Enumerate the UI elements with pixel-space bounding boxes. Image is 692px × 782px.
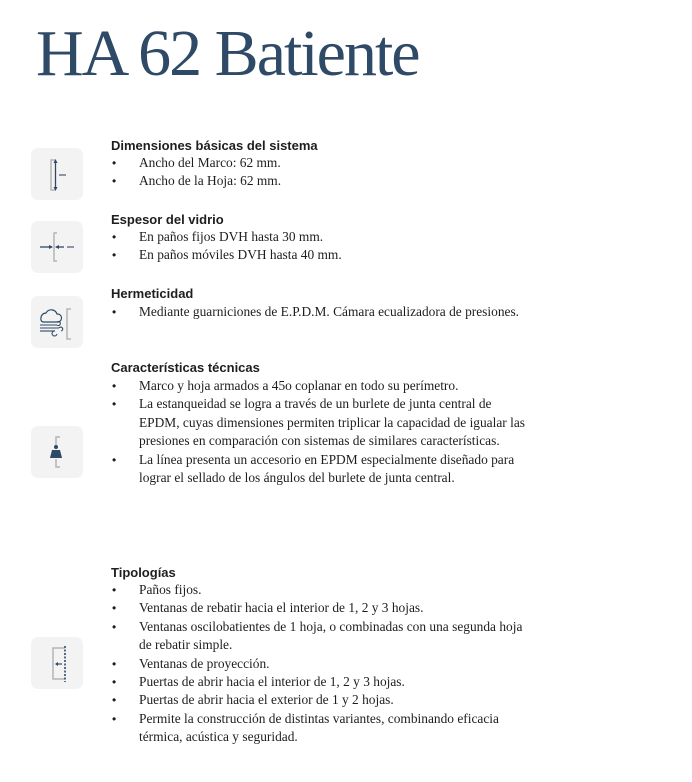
- list-item: • Ancho del Marco: 62 mm.: [111, 154, 531, 172]
- list-item: • La línea presenta un accesorio en EPDM especialmente diseñado para lograr el sellado de los ángulos del burlete de junta central.: [111, 451, 531, 488]
- section-heading: Características técnicas: [111, 360, 260, 375]
- list-item: • Puertas de abrir hacia el interior de 1, 2 y 3 hojas.: [111, 673, 531, 691]
- list-item: • Mediante guarniciones de E.P.D.M. Cámara ecualizadora de presiones.: [111, 303, 531, 321]
- item-list: [111, 581, 531, 747]
- list-item: • Ventanas oscilobatientes de 1 hoja, o combinadas con una segunda hoja de rebatir simple.: [111, 618, 531, 655]
- glass-thickness-icon: [31, 221, 83, 273]
- weight-icon: [31, 426, 83, 478]
- item-list: [111, 303, 531, 321]
- list-item: • Marco y hoja armados a 45o coplanar en todo su perímetro.: [111, 377, 531, 395]
- page-title: HA 62 Batiente: [36, 17, 419, 90]
- list-item: • Ventanas de rebatir hacia el interior de 1, 2 y 3 hojas.: [111, 599, 531, 617]
- section-heading: Tipologías: [111, 565, 176, 580]
- opening-types-icon: [31, 637, 83, 689]
- frame-width-icon: [31, 148, 83, 200]
- list-item: • Ancho de la Hoja: 62 mm.: [111, 172, 531, 190]
- item-list: [111, 228, 531, 265]
- section-heading: Dimensiones básicas del sistema: [111, 138, 318, 153]
- list-item: • La estanqueidad se logra a través de un burlete de junta central de EPDM, cuyas dimensiones permiten triplicar la capacidad de igualar las presiones en comparación con sistemas de similares características.: [111, 395, 531, 450]
- item-list: [111, 377, 531, 487]
- item-list: [111, 154, 531, 191]
- list-item: • Paños fijos.: [111, 581, 531, 599]
- list-item: • En paños fijos DVH hasta 30 mm.: [111, 228, 531, 246]
- section-heading: Espesor del vidrio: [111, 212, 224, 227]
- list-item: • En paños móviles DVH hasta 40 mm.: [111, 246, 531, 264]
- section-heading: Hermeticidad: [111, 286, 194, 301]
- list-item: • Puertas de abrir hacia el exterior de 1 y 2 hojas.: [111, 691, 531, 709]
- list-item: • Permite la construcción de distintas variantes, combinando eficacia térmica, acústica y seguridad.: [111, 710, 531, 747]
- list-item: • Ventanas de proyección.: [111, 655, 531, 673]
- weather-seal-icon: [31, 296, 83, 348]
